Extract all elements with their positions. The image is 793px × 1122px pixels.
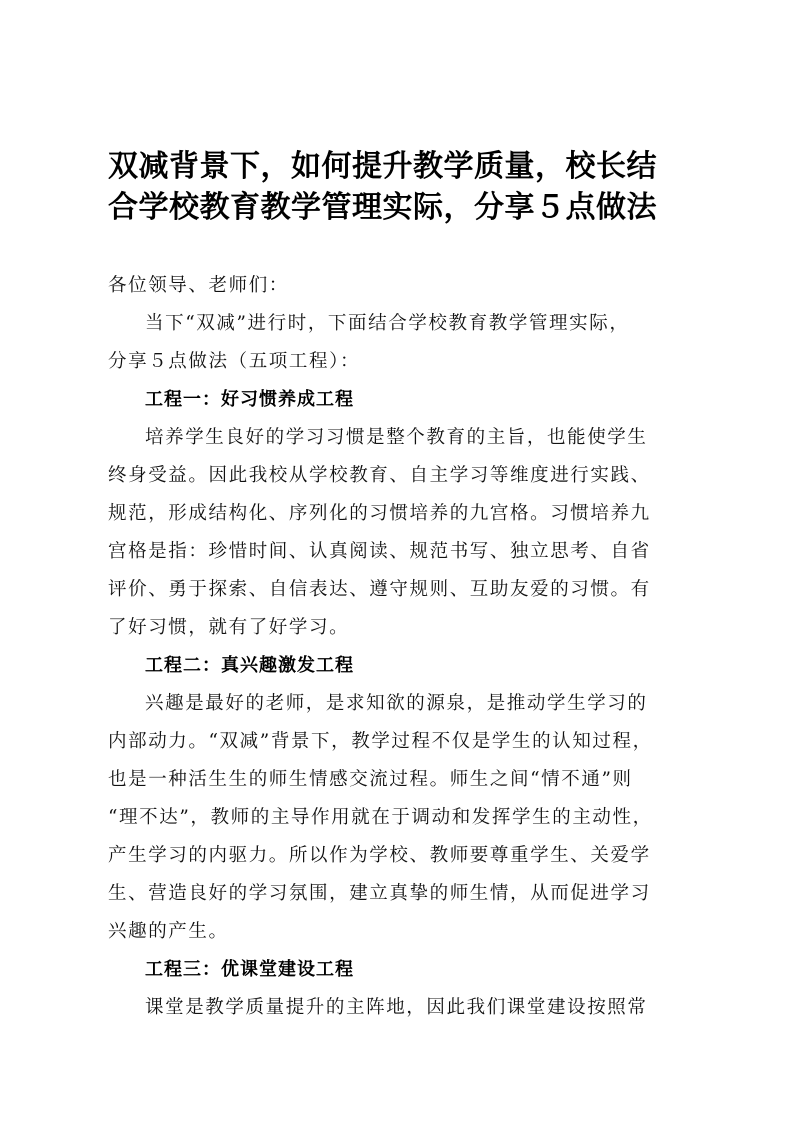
paragraph-line: 也是一种活生生的师生情感交流过程。师生之间“情不通”则 [108, 769, 633, 790]
paragraph-line: 了好习惯，就有了好学习。 [108, 617, 350, 638]
paragraph-line: 兴趣是最好的老师，是求知欲的源泉，是推动学生学习的 [145, 693, 648, 714]
paragraph-line: 产生学习的内驱力。所以作为学校、教师要尊重学生、关爱学 [108, 845, 651, 866]
paragraph-line: 兴趣的产生。 [108, 921, 229, 942]
section-heading-2: 工程二：真兴趣激发工程 [145, 655, 354, 676]
section-heading-3: 工程三：优课堂建设工程 [145, 959, 354, 980]
intro-line: 当下“双减”进行时，下面结合学校教育教学管理实际， [145, 313, 630, 334]
paragraph-line: 内部动力。“双减”背景下，教学过程不仅是学生的认知过程， [108, 731, 653, 752]
paragraph-line: 培养学生良好的学习习惯是整个教育的主旨，也能使学生 [145, 427, 648, 448]
paragraph-line: 生、营造良好的学习氛围，建立真挚的师生情，从而促进学习 [108, 883, 651, 904]
salutation: 各位领导、老师们： [108, 275, 289, 296]
paragraph-line: 宫格是指：珍惜时间、认真阅读、规范书写、独立思考、自省 [108, 541, 651, 562]
paragraph-line: 评价、勇于探索、自信表达、遵守规则、互助友爱的习惯。有 [108, 579, 651, 600]
document-title-line-1: 双减背景下，如何提升教学质量，校长结 [108, 149, 657, 184]
paragraph-line: 终身受益。因此我校从学校教育、自主学习等维度进行实践、 [108, 465, 651, 486]
document-title-line-2: 合学校教育教学管理实际，分享５点做法 [108, 190, 657, 225]
section-heading-1: 工程一：好习惯养成工程 [145, 389, 354, 410]
paragraph-line: “理不达”，教师的主导作用就在于调动和发挥学生的主动性， [108, 807, 653, 828]
paragraph-line: 课堂是教学质量提升的主阵地，因此我们课堂建设按照常 [145, 997, 648, 1018]
paragraph-line: 规范，形成结构化、序列化的习惯培养的九宫格。习惯培养九 [108, 503, 651, 524]
intro-line: 分享５点做法（五项工程）： [108, 351, 361, 372]
